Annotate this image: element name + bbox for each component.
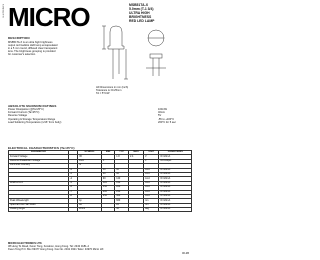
logo-side-text [3,4,7,30]
table-cell: 200 [101,190,114,194]
table-cell: V [144,159,159,163]
table-cell: 120 [101,181,114,185]
description-text: MSB51TA-X is an ultra high brightness output red GaAlAs LED lamp encapsulated in a 5 mm round, diffused clear transparent lens. The brightness grouping is provided for customer's selection. [8,41,58,57]
table-cell: IF=20mA [159,177,192,181]
table-cell: IF=20mA [159,199,192,203]
table-cell: VF [78,155,102,159]
table-cell: 660 [115,199,129,203]
footer-company: MICRO ELECTRONICS LTD. [8,242,43,245]
abs-max-value: 100mW [158,108,167,111]
table-cell [129,208,144,212]
footer-line-1: 38 Hung To Road, Kwun Tong, Kowloon, Hong Kong. Tel: 2343 0181-4 [8,245,89,249]
table-cell: MSB51TA-X [9,181,69,185]
table-cell: 2θ1/2 [78,208,102,212]
part-number: MSB51TA-X [129,3,148,7]
abs-max-label: Operating & Storage Temperature Range [8,117,56,121]
table-cell: 150 [115,181,129,185]
table-cell: -3 [68,172,77,176]
product-line-4: RED LED LAMP [129,19,155,23]
table-cell: IV [78,164,102,168]
table-cell: -7 [68,190,77,194]
table-cell: Reverse Breakdown Voltage [9,159,69,163]
abs-max-value: 5V [158,114,162,118]
table-cell: Spectral Line Half Width [9,203,69,207]
table-cell: 30 [101,168,114,172]
table-cell: Forward Voltage [9,155,69,159]
table-cell: mcd [144,177,159,181]
note-1: All Dimensions in mm (inch) [96,86,129,89]
product-line-3: BRIGHTNESS [129,15,152,19]
note-3: TA = 5°C/W [96,92,110,96]
table-cell: 60 [101,172,114,176]
table-header-cell: UNIT [144,151,159,155]
table-cell: 90 [101,177,114,181]
product-line-1: 5.0mm (T-1 3/4) [129,7,154,11]
abs-max-value: 260°C for 5 sec [158,120,176,124]
table-cell: 1.8 [115,155,129,159]
electrical-table [8,150,192,212]
abs-max-label: Reverse Voltage [8,114,28,118]
table-cell: 20 [115,203,129,207]
table-cell: mcd [144,194,159,198]
table-cell: 250 [101,194,114,198]
table-cell [101,208,114,212]
table-cell: Luminous Intensity [9,164,69,168]
table-cell: IF=20mA [159,155,192,159]
table-cell: 5 [101,159,114,163]
table-header-cell: MAX [129,151,144,155]
abs-max-label: Lead Soldering Temperature (1/16" from body) [8,120,62,124]
product-line-2: ULTRA HIGH [129,11,150,15]
table-header-cell: SYMBOL [78,151,102,155]
table-cell: BVR [78,159,102,163]
table-cell: -2 [68,168,77,172]
table-cell: -6 [68,186,77,190]
table-header-cell: TYP [115,151,129,155]
table-cell: Δλ [78,203,102,207]
table-cell: mcd [144,186,159,190]
table-cell: deg [144,208,159,212]
company-logo: MICRO [8,2,90,32]
table-cell: IF=20mA [159,172,192,176]
table-cell: mcd [144,190,159,194]
table-cell: mcd [144,168,159,172]
note-2: Tolerance is ±0.25mm [96,89,122,93]
table-cell: -8 [68,194,77,198]
table-header-cell: MIN [101,151,114,155]
electrical-table-body [9,155,192,212]
abs-max-ratings [8,108,188,124]
table-cell: -4 [68,177,77,181]
abs-max-label: Forward Current (Ta=25°C) [8,111,40,115]
abs-max-value: 40mA [158,111,165,115]
table-cell: nm [144,203,159,207]
abs-max-title: ABSOLUTE MAXIMUM RATINGS [8,104,57,108]
table-cell: nm [144,199,159,203]
table-cell [68,208,77,212]
description-title: DESCRIPTION [8,36,30,40]
table-row [9,208,192,212]
table-cell: 120 [115,177,129,181]
table-cell: 90 [115,172,129,176]
table-cell: IF=20mA [159,203,192,207]
table-cell: 250 [115,190,129,194]
table-cell: 300 [115,194,129,198]
table-cell: IF=20mA [159,181,192,185]
package-outline-drawing [90,24,190,86]
table-cell: -5 [68,181,77,185]
abs-max-row [8,121,188,124]
table-header-cell: PARAMETER [9,151,69,155]
abs-max-value: -55 to +100°C [158,117,175,121]
table-cell: IR=100μA [159,159,192,163]
table-cell: 150 [101,186,114,190]
table-header-cell: CONDITIONS [159,151,192,155]
product-heading [129,3,154,23]
table-cell: IF=20mA [159,194,192,198]
logo-side-label: ELECTRONICS [3,4,5,18]
lamp-base-view [150,54,162,58]
lamp-side-body [108,26,124,49]
footer-line-2: Kwun Tong P.O. Box 69477 Hong Kong. Fax No. 2341 0321 Telex: 43970 Micro HX [8,248,104,252]
table-cell: IF=20mA [159,190,192,194]
table-cell: V [144,155,159,159]
table-cell: IF=20mA [159,186,192,190]
page-code: 00-2B [182,252,189,255]
table-cell: Viewing Angle [9,208,69,212]
table-cell: 2.4 [129,155,144,159]
table-cell: IF=20mA [159,208,192,212]
abs-max-label: Power Dissipation (@Ta=25°C) [8,108,44,111]
table-cell: λp [78,199,102,203]
table-cell: 30 [115,208,129,212]
table-cell: 60 [115,168,129,172]
table-cell: IF=20mA [159,168,192,172]
table-cell: mcd [144,172,159,176]
table-cell: mcd [144,181,159,185]
footer [8,242,192,251]
table-cell: 200 [115,186,129,190]
electrical-title: ELECTRICAL CHARACTERISTICS (Ta=25°C) [8,146,75,150]
table-cell: Peak Wavelength [9,199,69,203]
package-notes [96,86,186,95]
